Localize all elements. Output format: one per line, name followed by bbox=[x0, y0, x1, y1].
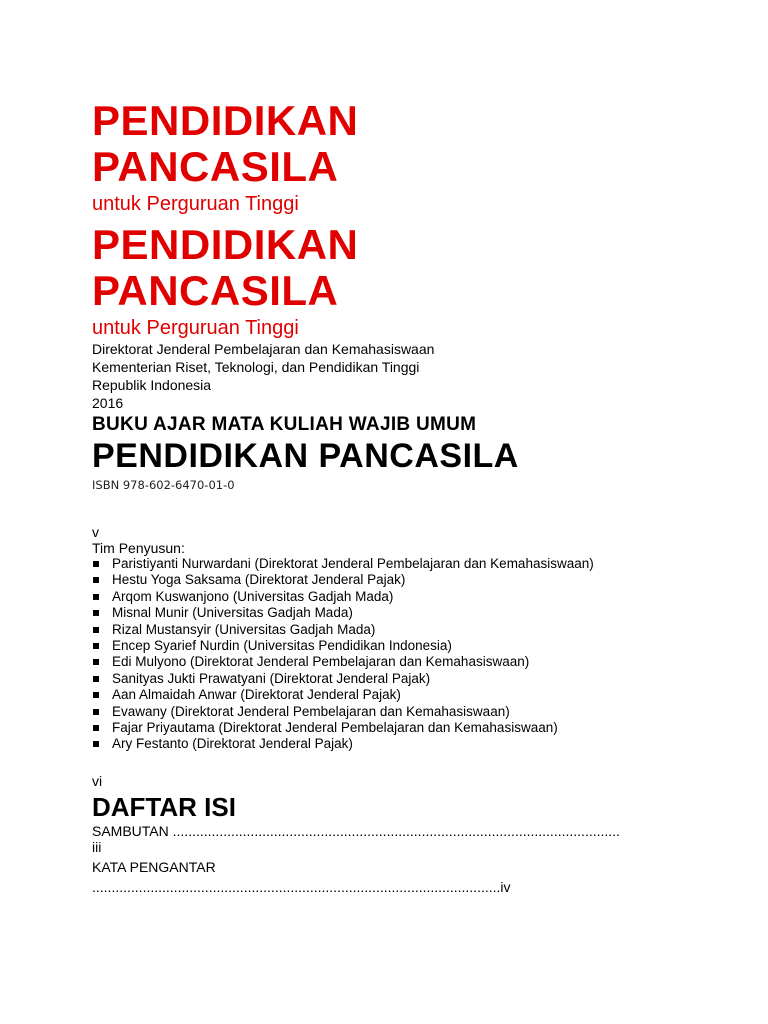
cover-title-line1: PENDIDIKAN bbox=[92, 97, 359, 144]
list-item bbox=[92, 556, 692, 572]
bullet-icon bbox=[93, 561, 99, 567]
list-item bbox=[92, 654, 692, 670]
author-name: Hestu Yoga Saksama (Direktorat Jenderal Pajak) bbox=[112, 572, 406, 588]
isbn-text: ISBN 978-602-6470-01-0 bbox=[92, 478, 235, 492]
list-item bbox=[92, 704, 692, 720]
toc-leader-line: .........................................................................................................iv bbox=[92, 878, 511, 895]
series-heading: BUKU AJAR MATA KULIAH WAJIB UMUM bbox=[92, 414, 477, 435]
list-item bbox=[92, 572, 692, 588]
author-name: Encep Syarief Nurdin (Universitas Pendidikan Indonesia) bbox=[112, 638, 452, 654]
cover-subtitle: untuk Perguruan Tinggi bbox=[92, 193, 299, 215]
page-number: v bbox=[92, 524, 99, 540]
bullet-icon bbox=[93, 627, 99, 633]
bullet-icon bbox=[93, 659, 99, 665]
document-page bbox=[92, 98, 692, 895]
bullet-icon bbox=[93, 741, 99, 747]
list-item bbox=[92, 622, 692, 638]
bullet-icon bbox=[93, 709, 99, 715]
cover-title2-line1: PENDIDIKAN bbox=[92, 221, 359, 268]
bullet-icon bbox=[93, 676, 99, 682]
bullet-icon bbox=[93, 594, 99, 600]
author-name: Edi Mulyono (Direktorat Jenderal Pembelajaran dan Kemahasiswaan) bbox=[112, 654, 530, 670]
author-name: Paristiyanti Nurwardani (Direktorat Jenderal Pembelajaran dan Kemahasiswaan) bbox=[112, 556, 594, 571]
author-name: Ary Festanto (Direktorat Jenderal Pajak) bbox=[112, 736, 353, 752]
cover-title-line2: PANCASILA bbox=[92, 143, 339, 190]
list-item bbox=[92, 736, 692, 752]
list-item bbox=[92, 720, 692, 736]
toc-entry-kata-pengantar: KATA PENGANTAR bbox=[92, 858, 216, 875]
author-name: Misnal Munir (Universitas Gadjah Mada) bbox=[112, 605, 353, 621]
cover-title2-line2: PANCASILA bbox=[92, 267, 339, 314]
authors-heading: Tim Penyusun: bbox=[92, 540, 185, 556]
publisher-line: Direktorat Jenderal Pembelajaran dan Kemahasiswaan bbox=[92, 341, 435, 357]
publisher-line: Kementerian Riset, Teknologi, dan Pendidikan Tinggi bbox=[92, 359, 420, 375]
list-item bbox=[92, 671, 692, 687]
author-name: Fajar Priyautama (Direktorat Jenderal Pembelajaran dan Kemahasiswaan) bbox=[112, 720, 558, 736]
author-name: Arqom Kuswanjono (Universitas Gadjah Mada) bbox=[112, 588, 394, 604]
list-item bbox=[92, 605, 692, 621]
bullet-icon bbox=[93, 725, 99, 731]
author-name: Rizal Mustansyir (Universitas Gadjah Mada) bbox=[112, 621, 376, 637]
cover-subtitle2: untuk Perguruan Tinggi bbox=[92, 317, 299, 339]
bullet-icon bbox=[93, 692, 99, 698]
list-item bbox=[92, 589, 692, 605]
publication-year: 2016 bbox=[92, 395, 124, 411]
author-name: Aan Almaidah Anwar (Direktorat Jenderal Pajak) bbox=[112, 687, 401, 703]
bullet-icon bbox=[93, 610, 99, 616]
author-name: Evawany (Direktorat Jenderal Pembelajaran dan Kemahasiswaan) bbox=[112, 703, 510, 719]
list-item bbox=[92, 638, 692, 654]
toc-page-ref: iii bbox=[92, 838, 102, 855]
authors-list bbox=[92, 556, 692, 753]
page-number: vi bbox=[92, 772, 103, 789]
author-name: Sanityas Jukti Prawatyani (Direktorat Jenderal Pajak) bbox=[112, 670, 431, 686]
toc-entry-sambutan: SAMBUTAN ................................................................................................................... bbox=[92, 822, 620, 839]
bullet-icon bbox=[93, 577, 99, 583]
toc-heading: DAFTAR ISI bbox=[92, 791, 236, 822]
book-title: PENDIDIKAN PANCASILA bbox=[92, 437, 519, 475]
publisher-line: Republik Indonesia bbox=[92, 377, 212, 393]
bullet-icon bbox=[93, 643, 99, 649]
list-item bbox=[92, 687, 692, 703]
